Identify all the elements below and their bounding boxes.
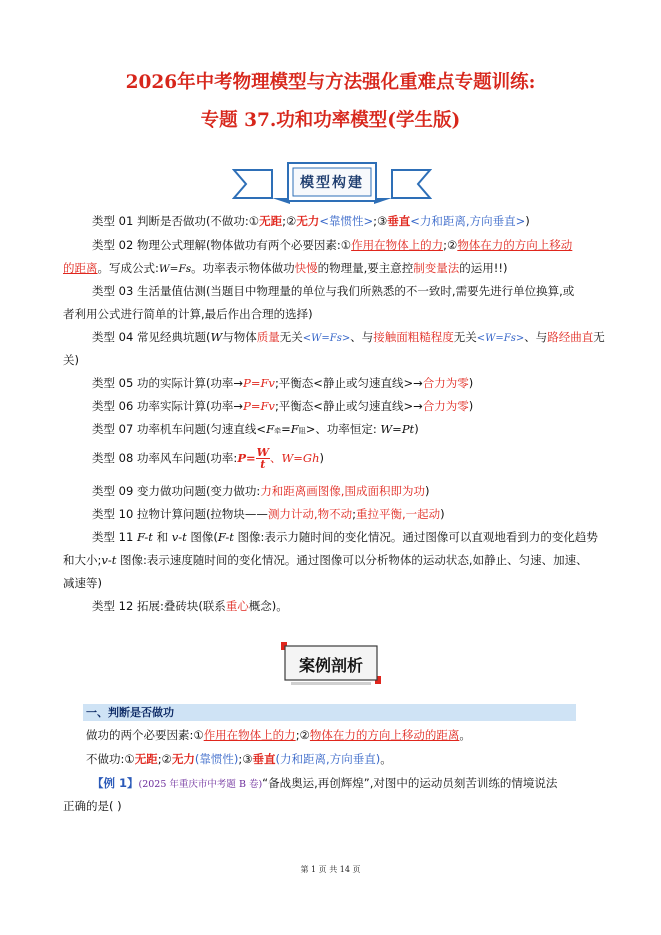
document-title: 2026年中考物理模型与方法强化重难点专题训练: (125, 72, 536, 93)
type-11-line-cont2: 减速等) (63, 576, 102, 590)
banner-label: 案例剖析 (298, 656, 363, 675)
type-03-line-cont: 者利用公式进行简单的计算,最后作出合理的选择) (63, 307, 313, 321)
type-02-line: 类型 02 物理公式理解(物体做功有两个必要因素:①作用在物体上的力;②物体在力的方向上移动 (92, 238, 573, 252)
case-analysis-banner (279, 642, 383, 688)
section-heading: 一、判断是否做功 (86, 706, 174, 719)
type-01-line: 类型 01 判断是否做功(不做功:①无距;②无力<靠惯性>;③垂直<力和距离,方向垂直>) (92, 214, 530, 228)
type-06-line: 类型 06 功率实际计算(功率→P=Fv;平衡态<静止或匀速直线>→合力为零) (92, 399, 474, 413)
example-1-line-cont: 正确的是( ) (63, 799, 122, 813)
type-05-line: 类型 05 功的实际计算(功率→P=Fv;平衡态<静止或匀速直线>→合力为零) (92, 376, 474, 390)
document-subtitle: 专题 37.功和功率模型(学生版) (200, 110, 461, 131)
banner-label: 模型构建 (300, 175, 364, 191)
power-fraction: $\frac{W}{t}$ (256, 446, 269, 471)
type-10-line: 类型 10 拉物计算问题(拉物块——测力计动,物不动;重拉平衡,一起动) (92, 507, 445, 521)
page-footer: 第 1 页 共 14 页 (300, 865, 361, 874)
type-08-line: 类型 08 功率风车问题(功率:P= $\frac{W}{t}$ 、W=Gh) (92, 446, 325, 471)
type-02-line-cont: 的距离。写成公式:W=Fs。功率表示物体做功快慢的物理量,要主意控制变量法的运用!!) (63, 261, 508, 275)
type-12-line: 类型 12 拓展:叠砖块(联系重心概念)。 (92, 599, 288, 613)
type-09-line: 类型 09 变力做功问题(变力做功:力和距离画图像,围成面积即为功) (92, 484, 430, 498)
example-1-line: 【例 1】(2025 年重庆市中考题 B 卷)“备战奥运,再创辉煌”,对图中的运动员刻苦训练的情境说法 (92, 776, 558, 790)
type-04-line-cont: 关) (63, 353, 79, 367)
type-11-line: 类型 11 F-t 和 v-t 图像(F-t 图像:表示力随时间的变化情况。通过图像可以直观地看到力的变化趋势 (92, 530, 598, 544)
type-07-line: 类型 07 功率机车问题(匀速直线<F牵=F阻>、功率恒定: W=Pt) (92, 422, 419, 436)
type-04-line: 类型 04 常见经典坑题(W与物体质量无关<W=Fs>、与接触面粗糙程度无关<W=Fs>、与路经曲直无 (92, 330, 605, 344)
type-11-line-cont: 和大小;v-t 图像:表示速度随时间的变化情况。通过图像可以分析物体的运动状态,如静止、匀速、加速、 (63, 553, 588, 567)
type-03-line: 类型 03 生活量值估测(当题目中物理量的单位与我们所熟悉的不一致时,需要先进行单位换算,或 (92, 284, 575, 298)
no-work-line: 不做功:①无距;②无力(靠惯性);③垂直(力和距离,方向垂直)。 (86, 752, 392, 766)
model-build-banner (232, 160, 432, 206)
work-factors-line: 做功的两个必要因素:①作用在物体上的力;②物体在力的方向上移动的距离。 (86, 728, 471, 742)
